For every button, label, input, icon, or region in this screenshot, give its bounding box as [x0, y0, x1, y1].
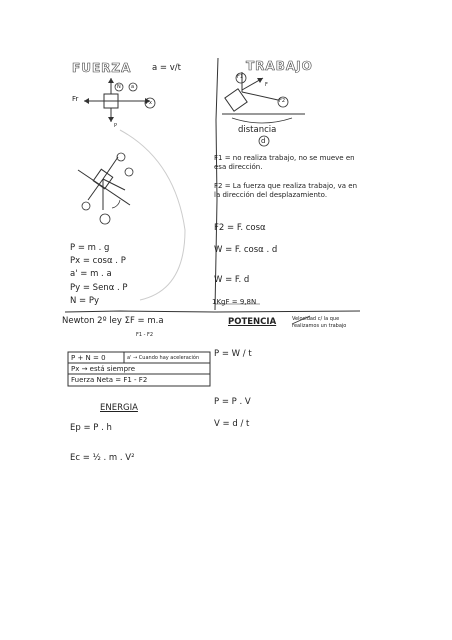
trabajo-formula-1: F2 = F. cosα — [214, 223, 266, 233]
note-f2: F2 = La fuerza que realiza trabajo, va en la dirección del desplazamiento. — [214, 182, 358, 199]
label-px: Px — [146, 100, 152, 106]
arrow-down-icon — [108, 117, 114, 122]
newton-cell-1-right: a' → Cuando hay aceleración — [127, 355, 200, 361]
label-f: F — [265, 82, 268, 88]
energia-formula-2: Ec = ½ . m . V² — [70, 453, 135, 463]
label-p: P — [114, 123, 118, 129]
formula-5: N = Py — [70, 296, 100, 306]
label-f2: F2 — [279, 98, 286, 104]
potencia-formula-1: P = W / t — [214, 349, 252, 359]
section-divider — [65, 311, 360, 312]
label-fr: Fr — [72, 95, 79, 103]
fuerza-title: FUERZA — [72, 61, 132, 75]
distance-symbol: d — [261, 137, 266, 145]
velocity-formula: a = v/t — [152, 63, 181, 73]
trabajo-title: TRABAJO — [246, 59, 313, 73]
label-f1: F1 — [237, 74, 244, 80]
arrow-left-icon — [84, 98, 89, 104]
formula-4: Py = Senα . P — [70, 283, 128, 293]
formula-3: a' = m . a — [70, 269, 112, 279]
label-a: a — [131, 84, 135, 90]
formula-1: P = m . g — [70, 243, 110, 253]
potencia-formula-3: V = d / t — [214, 419, 250, 429]
energia-title: ENERGIA — [100, 403, 138, 413]
newton-sub: F1 - F2 — [136, 332, 154, 338]
distance-label: distancia — [238, 125, 277, 135]
newton-cell-3-left: Fuerza Neta = F1 - F2 — [71, 376, 148, 384]
newton-cell-2-left: Px → está siempre — [71, 365, 136, 373]
unit-kgf: 1KgF = 9,8N — [212, 298, 257, 306]
formula-2: Px = cosα . P — [70, 256, 126, 266]
potencia-formula-2: P = P . V — [214, 397, 251, 407]
sketch-curve — [120, 130, 185, 300]
incline-diagram — [78, 153, 133, 224]
newton-cell-1-left: P + N = 0 — [71, 354, 106, 362]
energia-formula-1: Ep = P . h — [70, 423, 112, 433]
potencia-definition: Velocidad c/ la que realizamos un trabajo — [292, 316, 347, 329]
label-n: N — [117, 84, 121, 90]
arrow-up-icon — [108, 78, 114, 83]
trabajo-formula-3: W = F. d — [214, 275, 250, 285]
newton-title: Newton 2º ley ΣF = m.a — [62, 316, 164, 326]
note-f1: F1 = no realiza trabajo, no se mueve en esa dirección. — [214, 154, 355, 171]
potencia-title: POTENCIA — [228, 317, 277, 327]
trabajo-formula-2: W = F. cosα . d — [214, 245, 278, 255]
